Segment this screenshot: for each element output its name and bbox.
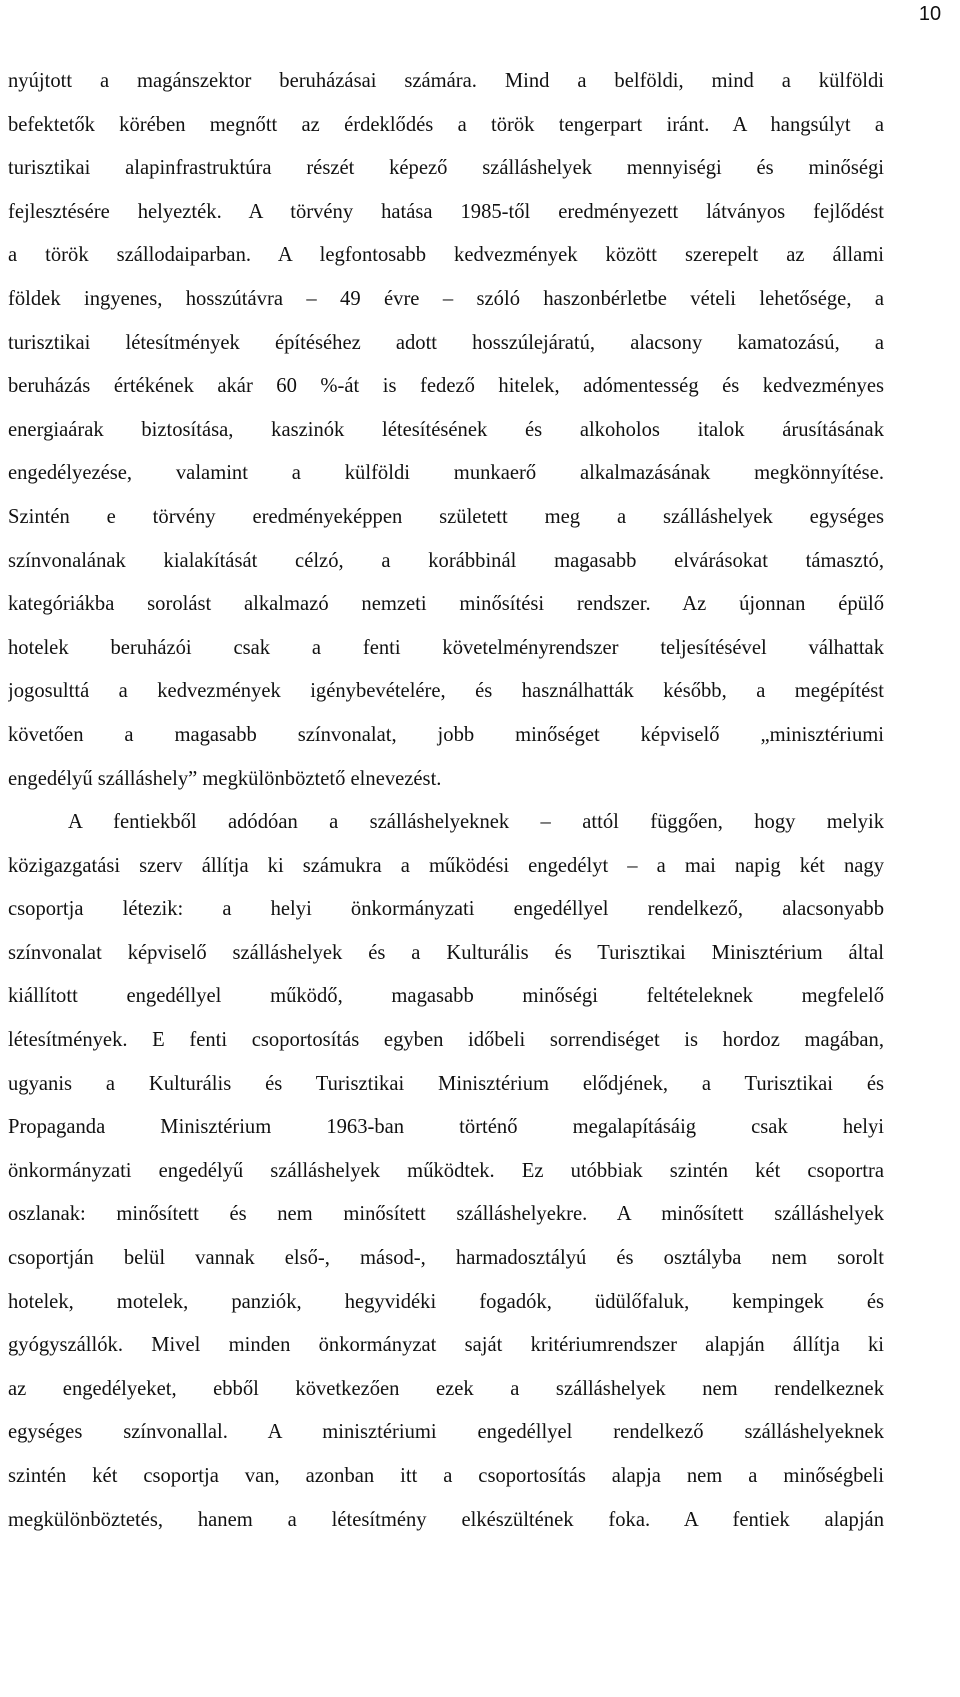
text-line: az engedélyeket, ebből következően ezek a szálláshelyek nem rendelkeznek	[8, 1377, 884, 1400]
text-line: engedélyezése, valamint a külföldi munkaerő alkalmazásának megkönnyítése.	[8, 462, 884, 485]
text-line: egységes színvonallal. A minisztériumi engedéllyel rendelkező szálláshelyeknek	[8, 1421, 884, 1444]
text-line: engedélyű szálláshely” megkülönböztető elnevezést.	[8, 767, 442, 790]
text-line: energiaárak biztosítása, kaszinók létesítésének és alkoholos italok árusításának	[8, 418, 884, 441]
text-line: földek ingyenes, hosszútávra – 49 évre – szóló haszonbérletbe vételi lehetősége, a	[8, 287, 884, 310]
text-line: közigazgatási szerv állítja ki számukra a működési engedélyt – a mai napig két nagy	[8, 854, 884, 877]
text-line: Propaganda Minisztérium 1963-ban történő megalapításáig csak helyi	[8, 1116, 884, 1139]
text-line: szintén két csoportja van, azonban itt a csoportosítás alapja nem a minőségbeli	[8, 1465, 884, 1487]
text-line: oszlanak: minősített és nem minősített szálláshelyekre. A minősített szálláshelyek	[8, 1203, 884, 1226]
text-line: önkormányzati engedélyű szálláshelyek működtek. Ez utóbbiak szintén két csoportra	[8, 1159, 884, 1182]
text-line: turisztikai létesítmények építéséhez adott hosszúlejáratú, alacsony kamatozású, a	[8, 331, 884, 354]
text-line: hotelek beruházói csak a fenti követelményrendszer teljesítésével válhattak	[8, 636, 884, 659]
text-line: gyógyszállók. Mivel minden önkormányzat saját kritériumrendszer alapján állítja ki	[8, 1334, 884, 1357]
text-line: megkülönböztetés, hanem a létesítmény elkészültének foka. A fentiek alapján	[8, 1508, 884, 1531]
text-line: Szintén e törvény eredményeképpen született meg a szálláshelyek egységes	[8, 505, 884, 528]
page-number: 10	[918, 3, 942, 25]
text-line: befektetők körében megnőtt az érdeklődés a török tengerpart iránt. A hangsúlyt a	[8, 113, 884, 136]
text-line: jogosulttá a kedvezmények igénybevételére, és használhatták később, a megépítést	[8, 680, 884, 703]
text-line: beruházás értékének akár 60 %-át is fedező hitelek, adómentesség és kedvezményes	[8, 375, 884, 398]
text-line: kategóriákba sorolást alkalmazó nemzeti minősítési rendszer. Az újonnan épülő	[8, 593, 884, 616]
text-line: kiállított engedéllyel működő, magasabb minőségi feltételeknek megfelelő	[8, 985, 884, 1008]
text-line: A fentiekből adódóan a szálláshelyeknek – attól függően, hogy melyik	[68, 811, 884, 834]
text-line: követően a magasabb színvonalat, jobb minőséget képviselő „minisztériumi	[8, 723, 884, 746]
text-line: csoportján belül vannak első-, másod-, harmadosztályú és osztályba nem sorolt	[8, 1247, 884, 1270]
paragraph-2	[8, 801, 884, 1542]
body-text	[8, 60, 884, 1542]
text-line: színvonalat képviselő szálláshelyek és a Kulturális és Turisztikai Minisztérium által	[8, 941, 884, 964]
text-line: turisztikai alapinfrastruktúra részét képező szálláshelyek mennyiségi és minőségi	[8, 157, 884, 180]
paragraph-1	[8, 60, 884, 801]
text-line: csoportja létezik: a helyi önkormányzati engedéllyel rendelkező, alacsonyabb	[8, 898, 884, 921]
text-line: fejlesztésére helyezték. A törvény hatása 1985-től eredményezett látványos fejlődést	[8, 200, 884, 223]
text-line: ugyanis a Kulturális és Turisztikai Minisztérium elődjének, a Turisztikai és	[8, 1072, 884, 1095]
text-line: létesítmények. E fenti csoportosítás egyben időbeli sorrendiséget is hordoz magában,	[8, 1029, 884, 1052]
text-line: a török szállodaiparban. A legfontosabb kedvezmények között szerepelt az állami	[8, 244, 884, 267]
text-line: hotelek, motelek, panziók, hegyvidéki fogadók, üdülőfaluk, kempingek és	[8, 1290, 884, 1313]
text-line: nyújtott a magánszektor beruházásai számára. Mind a belföldi, mind a külföldi	[8, 70, 884, 92]
text-line: színvonalának kialakítását célzó, a korábbinál magasabb elvárásokat támasztó,	[8, 549, 884, 572]
